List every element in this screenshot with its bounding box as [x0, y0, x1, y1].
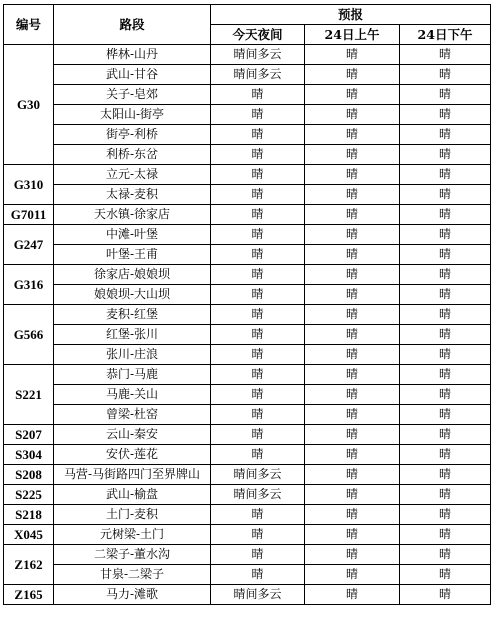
afternoon-forecast-cell: 晴	[400, 505, 491, 525]
morning-forecast-cell: 晴	[305, 45, 400, 65]
morning-forecast-cell: 晴	[305, 185, 400, 205]
header-code: 编号	[4, 5, 54, 45]
table-row	[4, 345, 491, 365]
road-code-cell: Z162	[4, 545, 54, 585]
route-segment-cell: 徐家店-娘娘坝	[54, 265, 211, 285]
afternoon-forecast-cell: 晴	[400, 165, 491, 185]
header-tonight: 今天夜间	[211, 25, 305, 45]
afternoon-forecast-cell: 晴	[400, 285, 491, 305]
afternoon-forecast-cell: 晴	[400, 445, 491, 465]
tonight-forecast-cell: 晴	[211, 425, 305, 445]
table-row	[4, 125, 491, 145]
afternoon-forecast-cell: 晴	[400, 385, 491, 405]
road-code-cell: S304	[4, 445, 54, 465]
table-row	[4, 85, 491, 105]
route-segment-cell: 立元-太禄	[54, 165, 211, 185]
table-row	[4, 245, 491, 265]
route-segment-cell: 安伏-莲花	[54, 445, 211, 465]
table-row	[4, 445, 491, 465]
table-row	[4, 465, 491, 485]
route-segment-cell: 叶堡-王甫	[54, 245, 211, 265]
morning-forecast-cell: 晴	[305, 405, 400, 425]
morning-forecast-cell: 晴	[305, 85, 400, 105]
route-segment-cell: 土门-麦积	[54, 505, 211, 525]
table-row	[4, 305, 491, 325]
road-code-cell: Z165	[4, 585, 54, 605]
route-segment-cell: 关子-皂郊	[54, 85, 211, 105]
morning-forecast-cell: 晴	[305, 445, 400, 465]
road-code-cell: S207	[4, 425, 54, 445]
route-segment-cell: 武山-甘谷	[54, 65, 211, 85]
morning-forecast-cell: 晴	[305, 485, 400, 505]
road-code-cell: S221	[4, 365, 54, 425]
road-code-cell: G316	[4, 265, 54, 305]
tonight-forecast-cell: 晴间多云	[211, 485, 305, 505]
forecast-table-wrapper	[3, 4, 491, 605]
tonight-forecast-cell: 晴间多云	[211, 45, 305, 65]
table-row	[4, 65, 491, 85]
tonight-forecast-cell: 晴	[211, 505, 305, 525]
afternoon-forecast-cell: 晴	[400, 205, 491, 225]
route-segment-cell: 中滩-叶堡	[54, 225, 211, 245]
route-segment-cell: 街亭-利桥	[54, 125, 211, 145]
tonight-forecast-cell: 晴间多云	[211, 465, 305, 485]
tonight-forecast-cell: 晴	[211, 245, 305, 265]
table-row	[4, 505, 491, 525]
tonight-forecast-cell: 晴	[211, 145, 305, 165]
tonight-forecast-cell: 晴	[211, 405, 305, 425]
afternoon-forecast-cell: 晴	[400, 145, 491, 165]
road-code-cell: S225	[4, 485, 54, 505]
morning-forecast-cell: 晴	[305, 385, 400, 405]
tonight-forecast-cell: 晴	[211, 105, 305, 125]
afternoon-forecast-cell: 晴	[400, 565, 491, 585]
tonight-forecast-cell: 晴	[211, 185, 305, 205]
route-segment-cell: 曾梁-杜窑	[54, 405, 211, 425]
road-code-cell: G247	[4, 225, 54, 265]
morning-forecast-cell: 晴	[305, 65, 400, 85]
header-route: 路段	[54, 5, 211, 45]
table-row	[4, 285, 491, 305]
route-segment-cell: 二梁子-董水沟	[54, 545, 211, 565]
morning-forecast-cell: 晴	[305, 465, 400, 485]
tonight-forecast-cell: 晴	[211, 565, 305, 585]
table-row	[4, 265, 491, 285]
table-header	[4, 5, 491, 45]
morning-forecast-cell: 晴	[305, 225, 400, 245]
morning-forecast-cell: 晴	[305, 165, 400, 185]
afternoon-forecast-cell: 晴	[400, 425, 491, 445]
route-segment-cell: 利桥-东岔	[54, 145, 211, 165]
road-code-cell: G310	[4, 165, 54, 205]
tonight-forecast-cell: 晴	[211, 285, 305, 305]
table-row	[4, 525, 491, 545]
table-row	[4, 585, 491, 605]
table-row	[4, 225, 491, 245]
morning-forecast-cell: 晴	[305, 125, 400, 145]
road-code-cell: X045	[4, 525, 54, 545]
tonight-forecast-cell: 晴间多云	[211, 585, 305, 605]
table-row	[4, 325, 491, 345]
morning-forecast-cell: 晴	[305, 585, 400, 605]
tonight-forecast-cell: 晴	[211, 385, 305, 405]
afternoon-forecast-cell: 晴	[400, 405, 491, 425]
afternoon-forecast-cell: 晴	[400, 105, 491, 125]
morning-forecast-cell: 晴	[305, 545, 400, 565]
morning-forecast-cell: 晴	[305, 505, 400, 525]
tonight-forecast-cell: 晴	[211, 345, 305, 365]
tonight-forecast-cell: 晴	[211, 225, 305, 245]
afternoon-forecast-cell: 晴	[400, 545, 491, 565]
tonight-forecast-cell: 晴	[211, 525, 305, 545]
morning-forecast-cell: 晴	[305, 205, 400, 225]
tonight-forecast-cell: 晴	[211, 205, 305, 225]
afternoon-forecast-cell: 晴	[400, 225, 491, 245]
morning-forecast-cell: 晴	[305, 425, 400, 445]
route-segment-cell: 恭门-马鹿	[54, 365, 211, 385]
tonight-forecast-cell: 晴间多云	[211, 65, 305, 85]
tonight-forecast-cell: 晴	[211, 85, 305, 105]
table-row	[4, 565, 491, 585]
route-segment-cell: 张川-庄浪	[54, 345, 211, 365]
morning-forecast-cell: 晴	[305, 325, 400, 345]
table-row	[4, 485, 491, 505]
route-segment-cell: 桦林-山丹	[54, 45, 211, 65]
route-segment-cell: 太阳山-街亭	[54, 105, 211, 125]
table-row	[4, 365, 491, 385]
morning-forecast-cell: 晴	[305, 525, 400, 545]
table-row	[4, 425, 491, 445]
morning-forecast-cell: 晴	[305, 345, 400, 365]
morning-forecast-cell: 晴	[305, 105, 400, 125]
afternoon-forecast-cell: 晴	[400, 305, 491, 325]
road-code-cell: S208	[4, 465, 54, 485]
table-row	[4, 405, 491, 425]
morning-forecast-cell: 晴	[305, 305, 400, 325]
route-segment-cell: 武山-榆盘	[54, 485, 211, 505]
tonight-forecast-cell: 晴	[211, 265, 305, 285]
afternoon-forecast-cell: 晴	[400, 45, 491, 65]
table-row	[4, 385, 491, 405]
table-row	[4, 145, 491, 165]
route-segment-cell: 麦积-红堡	[54, 305, 211, 325]
morning-forecast-cell: 晴	[305, 285, 400, 305]
tonight-forecast-cell: 晴	[211, 325, 305, 345]
table-row	[4, 545, 491, 565]
header-morning: 24日上午	[305, 25, 400, 45]
table-row	[4, 205, 491, 225]
route-segment-cell: 马鹿-关山	[54, 385, 211, 405]
route-segment-cell: 红堡-张川	[54, 325, 211, 345]
route-segment-cell: 天水镇-徐家店	[54, 205, 211, 225]
road-code-cell: G30	[4, 45, 54, 165]
tonight-forecast-cell: 晴	[211, 305, 305, 325]
route-segment-cell: 马力-滩歌	[54, 585, 211, 605]
afternoon-forecast-cell: 晴	[400, 85, 491, 105]
afternoon-forecast-cell: 晴	[400, 125, 491, 145]
route-segment-cell: 元树梁-土门	[54, 525, 211, 545]
afternoon-forecast-cell: 晴	[400, 325, 491, 345]
table-body	[4, 45, 491, 605]
header-afternoon: 24日下午	[400, 25, 491, 45]
tonight-forecast-cell: 晴	[211, 545, 305, 565]
afternoon-forecast-cell: 晴	[400, 465, 491, 485]
morning-forecast-cell: 晴	[305, 145, 400, 165]
morning-forecast-cell: 晴	[305, 565, 400, 585]
tonight-forecast-cell: 晴	[211, 165, 305, 185]
tonight-forecast-cell: 晴	[211, 445, 305, 465]
morning-forecast-cell: 晴	[305, 365, 400, 385]
tonight-forecast-cell: 晴	[211, 125, 305, 145]
route-segment-cell: 云山-秦安	[54, 425, 211, 445]
table-row	[4, 45, 491, 65]
afternoon-forecast-cell: 晴	[400, 585, 491, 605]
road-code-cell: S218	[4, 505, 54, 525]
afternoon-forecast-cell: 晴	[400, 485, 491, 505]
tonight-forecast-cell: 晴	[211, 365, 305, 385]
afternoon-forecast-cell: 晴	[400, 185, 491, 205]
road-code-cell: G7011	[4, 205, 54, 225]
table-row	[4, 105, 491, 125]
route-segment-cell: 甘泉-二梁子	[54, 565, 211, 585]
road-code-cell: G566	[4, 305, 54, 365]
afternoon-forecast-cell: 晴	[400, 65, 491, 85]
route-segment-cell: 马营-马街路四门至界牌山	[54, 465, 211, 485]
header-forecast: 预报	[211, 5, 491, 25]
table-row	[4, 185, 491, 205]
afternoon-forecast-cell: 晴	[400, 525, 491, 545]
morning-forecast-cell: 晴	[305, 245, 400, 265]
afternoon-forecast-cell: 晴	[400, 365, 491, 385]
afternoon-forecast-cell: 晴	[400, 245, 491, 265]
afternoon-forecast-cell: 晴	[400, 265, 491, 285]
road-weather-forecast-table	[3, 4, 491, 605]
route-segment-cell: 娘娘坝-大山坝	[54, 285, 211, 305]
table-row	[4, 165, 491, 185]
route-segment-cell: 太禄-麦积	[54, 185, 211, 205]
morning-forecast-cell: 晴	[305, 265, 400, 285]
afternoon-forecast-cell: 晴	[400, 345, 491, 365]
